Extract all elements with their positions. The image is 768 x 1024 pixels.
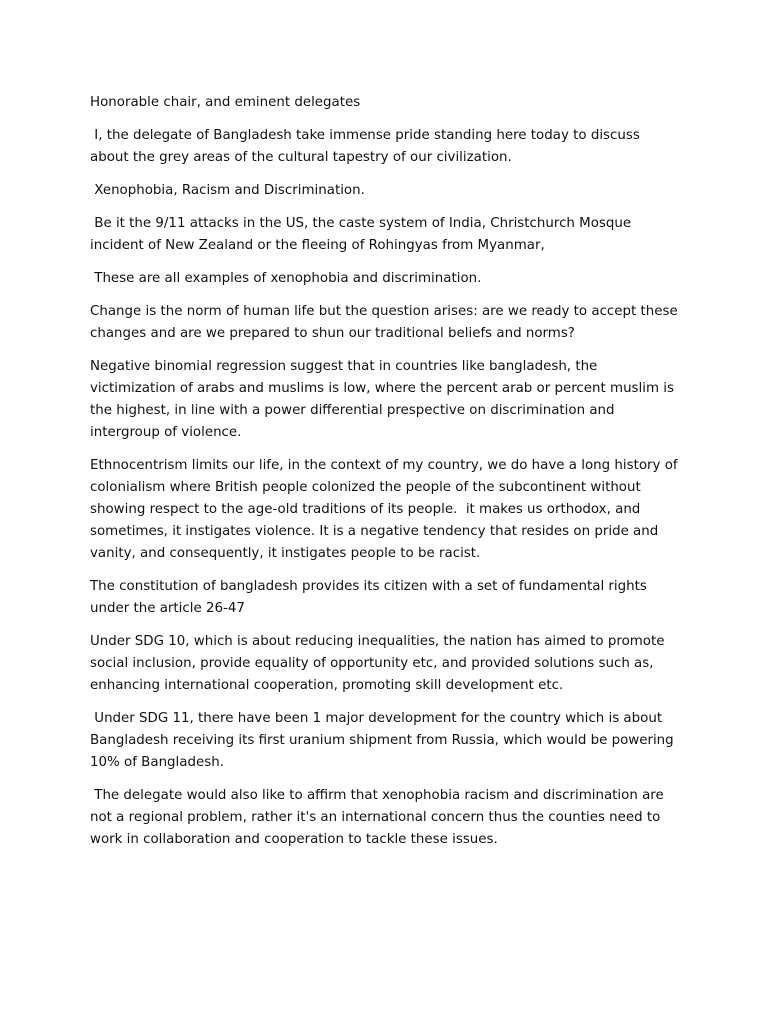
paragraph-examples: Be it the 9/11 attacks in the US, the caste system of India, Christchurch Mosque incident of New Zealand or the fleeing of Rohingyas from Myanmar, xyxy=(90,216,636,253)
paragraph-constitution: The constitution of bangladesh provides its citizen with a set of fundamental rights under the article 26-47 xyxy=(90,579,652,616)
document-body xyxy=(90,92,682,862)
paragraph-regression: Negative binomial regression suggest that in countries like bangladesh, the victimization of arabs and muslims is low, where the percent arab or percent muslim is the highest, in line with a power differential prespective on discrimination and intergroup of violence. xyxy=(90,359,679,440)
paragraph-conclusion: The delegate would also like to affirm that xenophobia racism and discrimination are not a regional problem, rather it's an international concern thus the counties need to work in collaboration and cooperation to tackle these issues. xyxy=(90,788,668,847)
paragraph-sdg-11: Under SDG 11, there have been 1 major development for the country which is about Bangladesh receiving its first uranium shipment from Russia, which would be powering 10% of Bangladesh. xyxy=(90,711,678,770)
paragraph-ethnocentrism: Ethnocentrism limits our life, in the context of my country, we do have a long history of colonialism where British people colonized the people of the subcontinent without showing respect to the age-old traditions of its people. it makes us orthodox, and sometimes, it instigates violence. It is a negative tendency that resides on pride and vanity, and consequently, it instigates people to be racist. xyxy=(90,458,682,561)
paragraph-topic: Xenophobia, Racism and Discrimination. xyxy=(90,183,365,198)
paragraph-salutation: Honorable chair, and eminent delegates xyxy=(90,95,361,110)
paragraph-introduction: I, the delegate of Bangladesh take immense pride standing here today to discuss about the grey areas of the cultural tapestry of our civilization. xyxy=(90,128,645,165)
paragraph-examples-summary: These are all examples of xenophobia and discrimination. xyxy=(90,271,482,286)
paragraph-change: Change is the norm of human life but the question arises: are we ready to accept these changes and are we prepared to shun our traditional beliefs and norms? xyxy=(90,304,682,341)
paragraph-sdg-10: Under SDG 10, which is about reducing inequalities, the nation has aimed to promote social inclusion, provide equality of opportunity etc, and provided solutions such as, enhancing international cooperation, promoting skill development etc. xyxy=(90,634,669,693)
